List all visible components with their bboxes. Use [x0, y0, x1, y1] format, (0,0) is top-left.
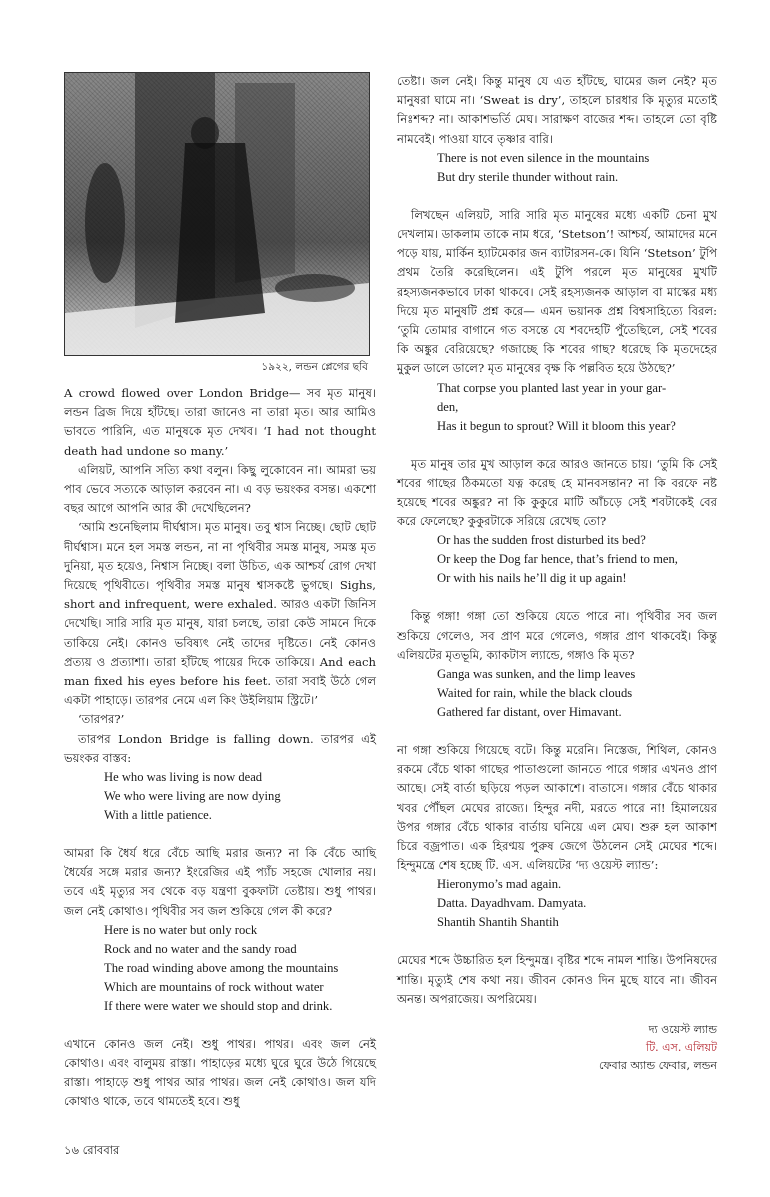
left-paragraph-3: ‘আমি শুনেছিলাম দীর্ঘশ্বাস। মৃত মানুষ। তবু শ্বাস নিচ্ছে। ছোট ছোট দীর্ঘশ্বাস। মনে হল সমস্ত লন্ডন, না না পৃথিবীর সমস্ত মানুষ, সমস্ত মৃত দুনিয়া, মৃত হয়েও, নিশ্বাস নিচ্ছে। বলা উচিত, এক আশ্চর্য রোগ দেখা দিয়েছে পৃথিবীতে। পৃথিবীর সমস্ত মানুষ শ্বাসকষ্টে ভুগছে। Sighs, short and infrequent, were exhaled. আরও একটা জিনিস দেখেছি। সারি সারি মৃত মানুষ, যারা চলছে, তারা কেউ সামনে দিকে তাকিয়ে নেই। কোনও ভবিষ্যৎ নেই তাদের দৃষ্টিতে। নেই কোনও প্রত্যয় ও প্রত্যাশা। তারা হাঁটছে পায়ের দিকে তাকিয়ে। And each man fixed his eyes before his feet. তারা সবাই উঠে গেল একটা পাহাড়ে। তারপর নেমে এল কিং উইলিয়াম স্ট্রিটে।’	[64, 520, 376, 708]
verse-line: If there were water we should stop and drink.	[104, 998, 333, 1013]
left-paragraph-4: ‘তারপর?’	[78, 712, 125, 727]
illustration-drawing	[65, 73, 369, 355]
right-column	[397, 72, 717, 1075]
verse-line: Or keep the Dog far hence, that’s friend to men,	[437, 552, 678, 567]
left-paragraph-7: এখানে কোনও জল নেই। শুধু পাথর। পাথর। এবং জল নেই কোথাও। এবং বালুময় রাস্তা। পাহাড়ের মধ্যে ঘুরে ঘুরে উঠে গিয়েছে রাস্তা। পাহাড়ে শুধু পাথর আর পাথর। জল নেই কোথাও। জল যদি কোথাও থাকে, তবে থামতেই হবে। শুধু	[64, 1036, 376, 1109]
plague-illustration	[64, 72, 370, 356]
verse-line: den,	[437, 399, 459, 414]
verse-line: Ganga was sunken, and the limp leaves	[437, 667, 636, 682]
illustration-caption: ১৯২২, লন্ডন প্লেগের ছবি	[261, 361, 368, 373]
right-paragraph-6: মেঘের শব্দে উচ্চারিত হল হিন্দুমন্ত্র। বৃষ্টির শব্দে নামল শান্তি। উপনিষদের শান্তি। মৃত্যুই শেষ কথা নয়। জীবন কোনও দিন মুছে যাবে না। জীবন অনন্ত। অপরাজেয়। অপরিমেয়।	[397, 953, 717, 1006]
source-credits	[397, 1021, 717, 1075]
right-paragraph-4: কিন্তু গঙ্গা! গঙ্গা তো শুকিয়ে যেতে পারে না। পৃথিবীর সব জল শুকিয়ে গেলেও, সব প্রাণ মরে গেলেও, গঙ্গার প্রাণ থাকবেই। কিন্তু এলিয়টের মৃতভূমি, ক্যাকটাস ল্যান্ডে, গঙ্গাও কি মৃত?	[397, 609, 717, 662]
verse-line: Or has the sudden frost disturbed its bed?	[437, 533, 646, 548]
verse-line: Gathered far distant, over Himavant.	[437, 705, 622, 720]
left-paragraph-6: আমরা কি ধৈর্য ধরে বেঁচে আছি মরার জন্য? না কি বেঁচে আছি ধৈর্যের সঙ্গে মরার জন্য? ইংরেজির এই প্যাঁচ সহজে খোলার নয়। তবে এই মৃত্যুর সব থেকে বড় যন্ত্রণা বুকফাটা তেষ্টায়। শুধু পাথর। জল নেই কোথাও। পৃথিবীর সব জল শুকিয়ে গেল কী করে?	[64, 846, 376, 918]
page-number-label: ১৬ রোববার	[64, 1143, 120, 1157]
right-verse-1	[397, 149, 717, 187]
right-paragraph-5: না গঙ্গা শুকিয়ে গিয়েছে বটে। কিন্তু মরেনি। নিস্তেজ, শিথিল, কোনও রকমে বেঁচে থাকা গাছের পাতাগুলো জানতে পারে গঙ্গার এখনও প্রাণ আছে। সেই বার্তা ছড়িয়ে পড়ল আকাশে। বাতাসে। গঙ্গার বেঁচে থাকার খবর পৌঁছল মেঘের রাজ্যে। হিন্দুর নদী, মরতে পারে না! হিমালয়ের উপর গঙ্গার বেঁচে থাকার বার্তায় ঘনিয়ে এল মেঘ। শুরু হল আকাশ চিরে বজ্রপাত। এক হিরণ্ময় পুরুষ জেগে উঠলেন সেই মেঘের শব্দে। হিন্দুমন্ত্রে শেষ হচ্ছে টি. এস. এলিয়টের ‘দ্য ওয়েস্ট ল্যান্ড’:	[397, 743, 717, 873]
verse-line: Here is no water but only rock	[104, 922, 258, 937]
verse-line: Hieronymo’s mad again.	[437, 877, 562, 892]
verse-line: The road winding above among the mountains	[104, 960, 339, 975]
left-column	[64, 72, 376, 1112]
credit-title: দ্য ওয়েস্ট ল্যান্ড	[648, 1023, 717, 1037]
verse-line: Waited for rain, while the black clouds	[437, 686, 633, 701]
verse-line: Rock and no water and the sandy road	[104, 941, 297, 956]
right-paragraph-1: তেষ্টা। জল নেই। কিন্তু মানুষ যে এত হাঁটছে, ঘামের জল নেই? মৃত মানুষরা ঘামে না। ‘Sweat is dry’, তাহলে চারধার কি মৃত্যুর মতোই নিঃশব্দ? না। আকাশভর্তি মেঘ। সারাক্ষণ বাজের শব্দ। তাহলে তো বৃষ্টি নামবেই। পাওয়া যাবে তৃষ্ণার বারি।	[397, 74, 717, 146]
left-verse-1	[64, 768, 376, 825]
verse-line: Shantih Shantih Shantih	[437, 915, 559, 930]
verse-line: With a little patience.	[104, 808, 212, 823]
left-paragraph-2: এলিয়ট, আপনি সত্যি কথা বলুন। কিছু লুকোবেন না। আমরা ভয় পাব ভেবে সত্যকে আড়াল করবেন না। এ বড় ভয়ংকর বসন্ত। একশো বছর আগে আপনি আর কী দেখেছিলেন?	[64, 462, 376, 516]
verse-line: There is not even silence in the mountains	[437, 150, 650, 165]
right-verse-2	[397, 379, 717, 436]
verse-line: Which are mountains of rock without water	[104, 979, 324, 994]
verse-line: He who was living is now dead	[104, 770, 263, 785]
left-verse-2	[64, 921, 376, 1016]
right-paragraph-3: মৃত মানুষ তার মুখ আড়াল করে আরও জানতে চায়। ‘তুমি কি সেই শবের গাছের ঠিকমতো যত্ন করেছ হে মানবসন্তান? না কি বরফে নষ্ট হয়েছে শবের অঙ্কুর? না কি কুকুরে মাটি আঁচড়ে সেই শবটাকেই বের করে ফেলেছে? কুকুরটাকে সরিয়ে রেখেছ তো?	[397, 456, 717, 529]
verse-line: Has it begun to sprout? Will it bloom this year?	[437, 418, 676, 433]
left-paragraph-5: তারপর London Bridge is falling down. তারপর এই ভয়ংকর বাস্তব:	[64, 731, 376, 765]
right-verse-3	[397, 531, 717, 588]
left-paragraph-1: A crowd flowed over London Bridge— সব মৃত মানুষ। লন্ডন ব্রিজ দিয়ে হাঁটছে। তারা জানেও না তারা মৃত। আর আমিও ভাবতে পারিনি, এত মানুষকে মৃত দেখব। ‘I had not thought death had undone so many.’	[64, 386, 376, 458]
credit-author: টি. এস. এলিয়ট	[646, 1041, 717, 1055]
verse-line: We who were living are now dying	[104, 789, 281, 804]
verse-line: That corpse you planted last year in your gar-	[437, 380, 667, 395]
verse-line: Datta. Dayadhvam. Damyata.	[437, 896, 587, 911]
verse-line: Or with his nails he’ll dig it up again!	[437, 571, 627, 586]
verse-line: But dry sterile thunder without rain.	[437, 169, 619, 184]
right-verse-4	[397, 665, 717, 722]
right-paragraph-2: লিখছেন এলিয়ট, সারি সারি মৃত মানুষের মধ্যে একটি চেনা মুখ দেখলাম। ডাকলাম তাকে নাম ধরে, ‘Stetson’! আশ্চর্য, আমাদের মনে পড়ে যায়, মার্কিন হ্যাটমেকার জন ব্যাটারসন-কে। যিনি ‘Stetson’ টুপি প্রথম তৈরি করেছিলেন। এই টুপি পরলে মৃত মানুষের মুখটি রহস্যজনকভাবে ঢাকা থাকবে। সেই রহস্যজনক আড়াল বা মাস্কের মধ্য দিয়ে মৃত মানুষটি প্রশ্ন করে— এমন ভয়ানক প্রশ্ন বিশ্বসাহিত্যে বিরল: ‘তুমি তোমার বাগানে গত বসন্তে যে শবদেহটি পুঁতেছিলে, সেই শবের কি অঙ্কুর বেরিয়েছে? গজাচ্ছে কি শবের গাছ? ধরেছে কি মৃতদেহের মুকুল ডালে ডালে? মৃত মানুষের বৃক্ষ কি পল্লবিত হয়ে উঠছে?’	[397, 207, 717, 376]
right-verse-5	[397, 875, 717, 932]
credit-publisher: ফেবার অ্যান্ড ফেবার, লন্ডন	[599, 1059, 717, 1073]
